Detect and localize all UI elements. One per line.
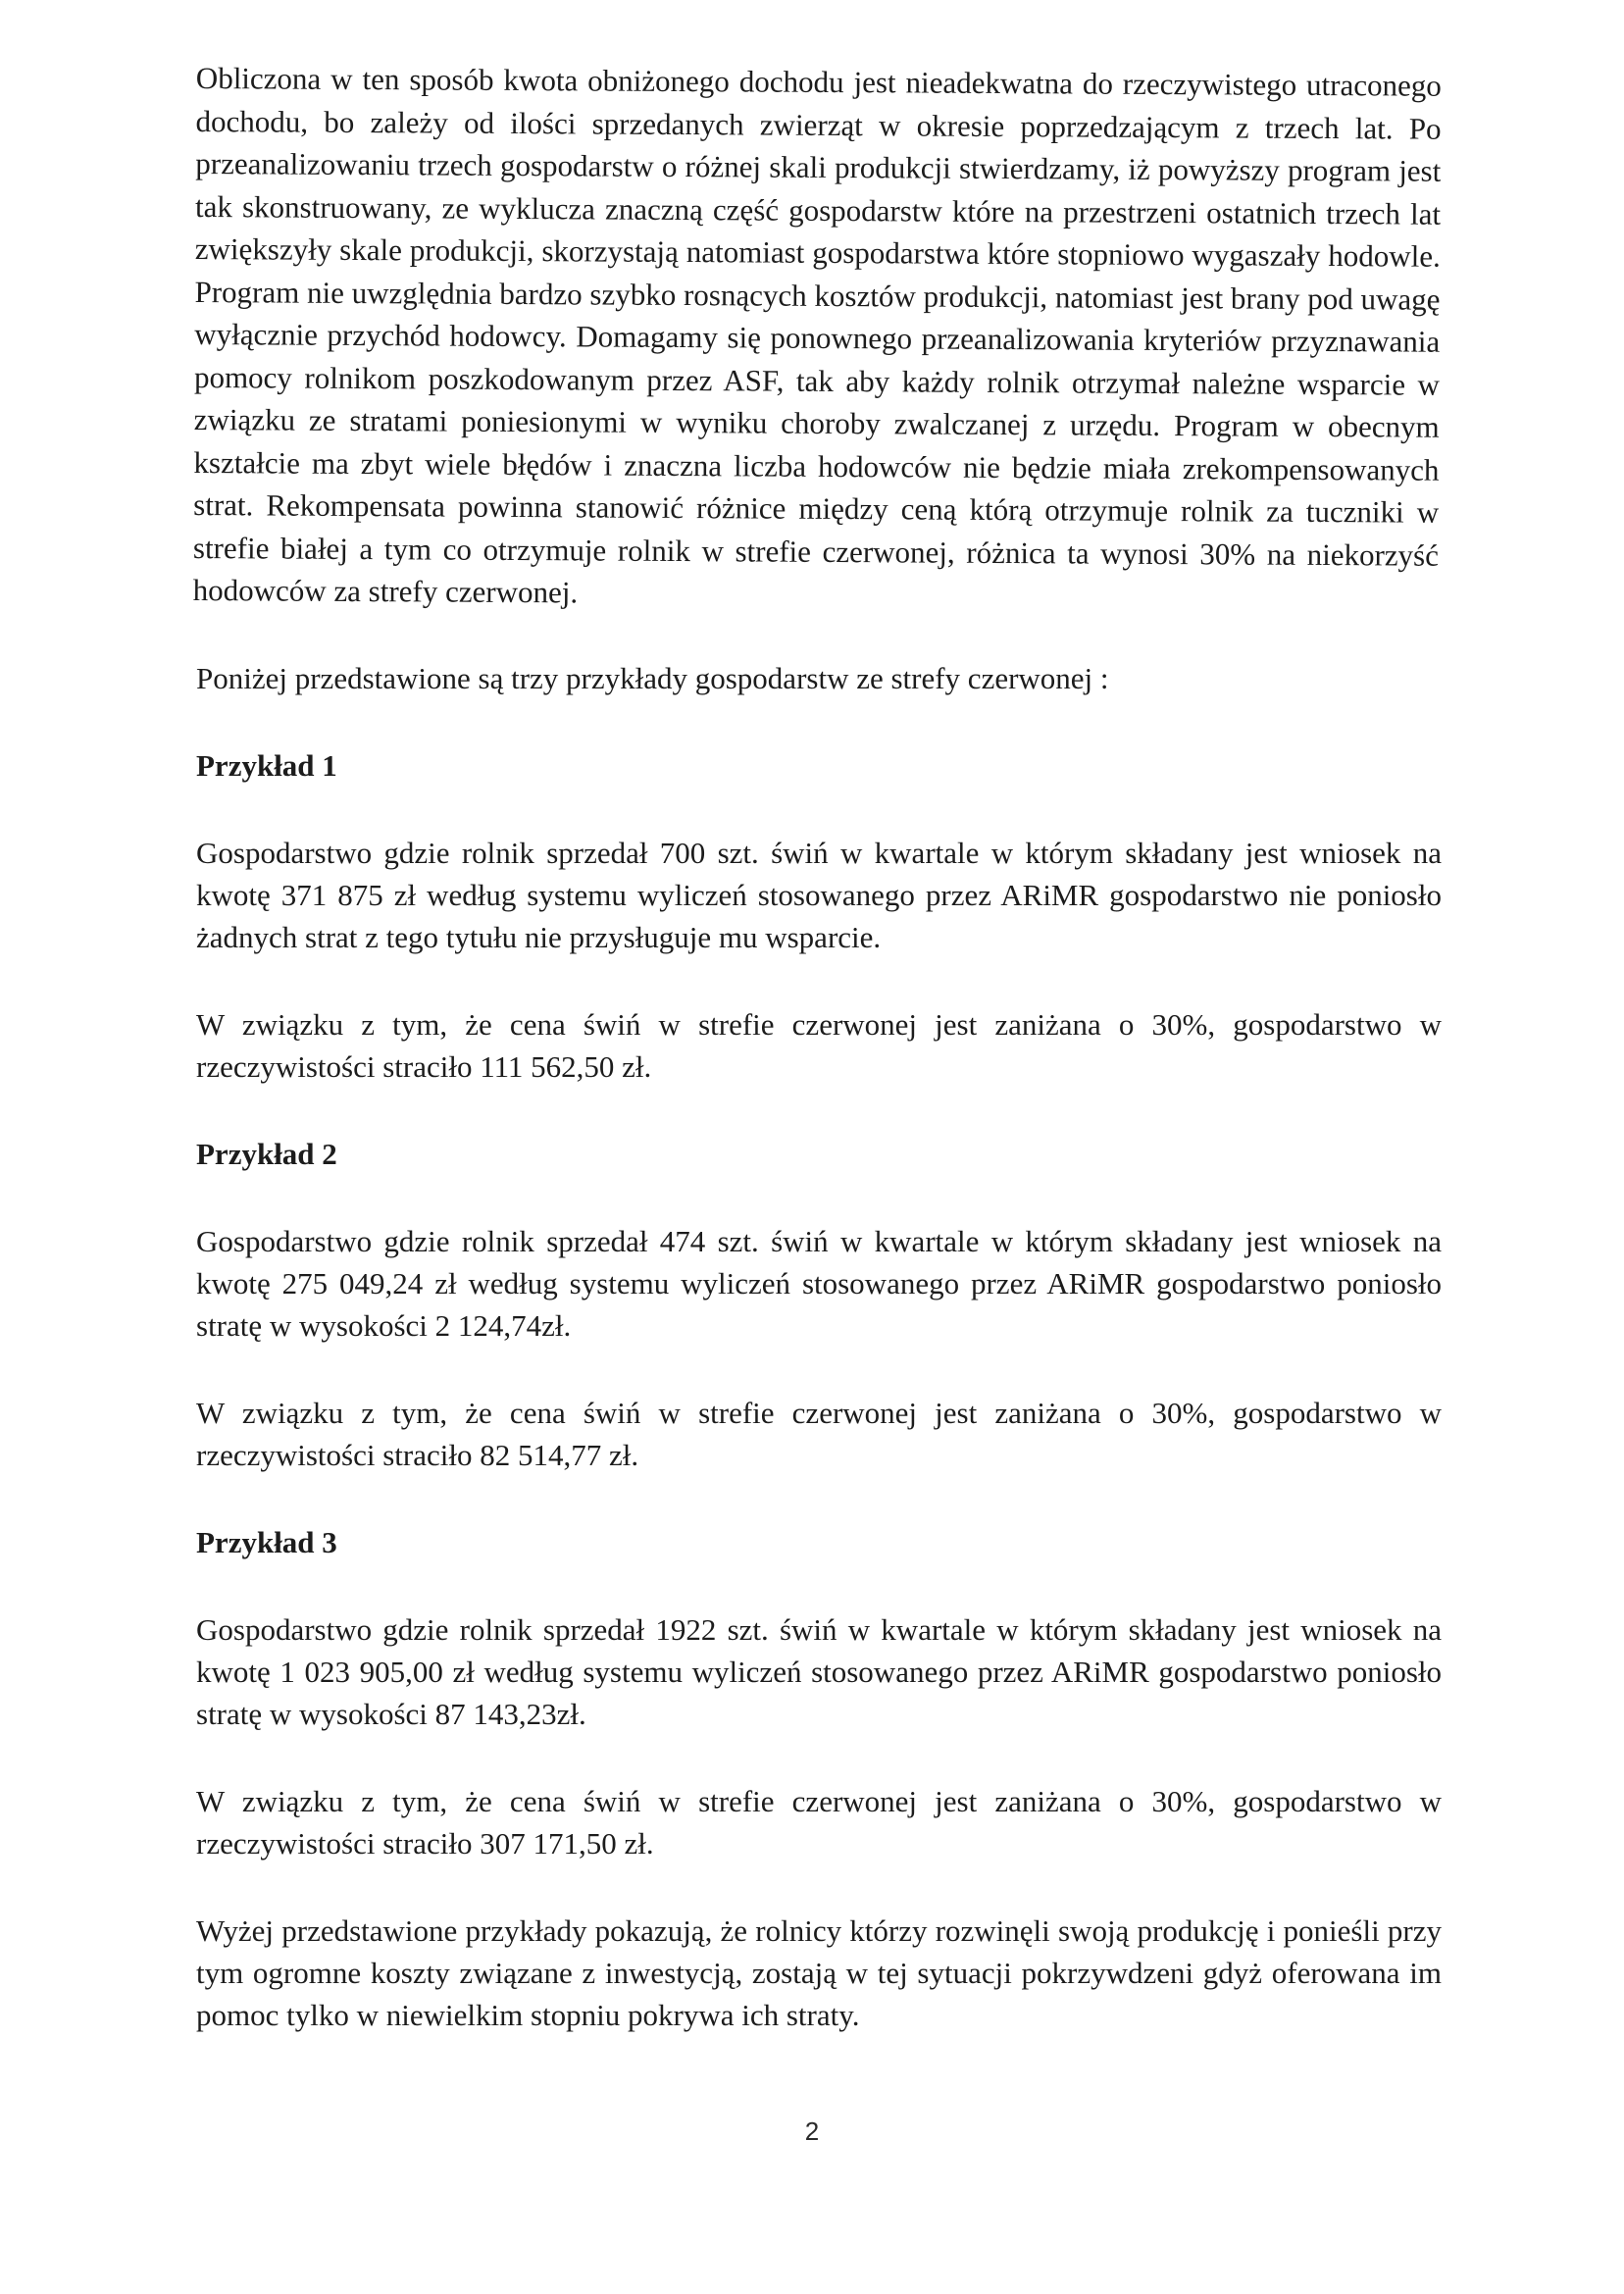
- example-2-heading: Przykład 2: [196, 1136, 337, 1171]
- example-2-paragraph-1: Gospodarstwo gdzie rolnik sprzedał 474 szt. świń w kwartale w którym składany jest wniosek na kwotę 275 049,24 zł według systemu wyliczeń stosowanego przez ARiMR gospodarstwo poniosło stratę w wysokości 2 124,74zł.: [196, 1223, 1442, 1343]
- conclusion-paragraph: Wyżej przedstawione przykłady pokazują, że rolnicy którzy rozwinęli swoją produkcję i ponieśli przy tym ogromne koszty związane z inwestycją, zostają w tej sytuacji pokrzywdzeni gdyż oferowana im pomoc tylko w niewielkim stopniu pokrywa ich straty.: [196, 1912, 1442, 2032]
- example-3-paragraph-1: Gospodarstwo gdzie rolnik sprzedał 1922 szt. świń w kwartale w którym składany jest wniosek na kwotę 1 023 905,00 zł według systemu wyliczeń stosowanego przez ARiMR gospodarstwo poniosło stratę w wysokości 87 143,23zł.: [196, 1611, 1442, 1731]
- example-1-paragraph-1: Gospodarstwo gdzie rolnik sprzedał 700 szt. świń w kwartale w którym składany jest wniosek na kwotę 371 875 zł według systemu wyliczeń stosowanego przez ARiMR gospodarstwo nie poniosło żadnych strat z tego tytułu nie przysługuje mu wsparcie.: [196, 835, 1442, 954]
- example-2-paragraph-2: W związku z tym, że cena świń w strefie czerwonej jest zaniżana o 30%, gospodarstwo w rzeczywistości straciło 82 514,77 zł.: [196, 1395, 1442, 1472]
- intro-paragraph: Obliczona w ten sposób kwota obniżonego dochodu jest nieadekwatna do rzeczywistego utraconego dochodu, bo zależy od ilości sprzedanych zwierząt w okresie poprzedzającym z trzech lat. Po przeanalizowaniu trzech gospodarstw o różnej skali produkcji stwierdzamy, iż powyższy program jest tak skonstruowany, ze wyklucza znaczną część gospodarstw które na przestrzeni ostatnich trzech lat zwiększyły skale produkcji, skorzystają natomiast gospodarstwa które stopniowo wygaszały hodowle. Program nie uwzględnia bardzo szybko rosnących kosztów produkcji, natomiast jest brany pod uwagę wyłącznie przychód hodowcy. Domagamy się ponownego przeanalizowania kryteriów przyznawania pomocy rolnikom poszkodowanym przez ASF, tak aby każdy rolnik otrzymał należne wsparcie w związku ze stratami poniesionymi w wyniku choroby zwalczanej z urzędu. Program w obecnym kształcie ma zbyt wiele błędów i znaczna liczba hodowców nie będzie miała zrekompensowanych strat. Rekompensata powinna stanowić różnice między ceną którą otrzymuje rolnik za tuczniki w strefie białej a tym co otrzymuje rolnik w strefie czerwonej, różnica ta wynosi 30% na niekorzyść hodowców za strefy czerwonej.: [192, 60, 1442, 610]
- example-1-heading: Przykład 1: [196, 747, 337, 783]
- examples-intro-paragraph: Poniżej przedstawione są trzy przykłady gospodarstw ze strefy czerwonej :: [196, 660, 1109, 695]
- document-body: [192, 57, 1442, 2036]
- example-1-paragraph-2: W związku z tym, że cena świń w strefie czerwonej jest zaniżana o 30%, gospodarstwo w rzeczywistości straciło 111 562,50 zł.: [196, 1006, 1442, 1084]
- example-3-heading: Przykład 3: [196, 1524, 337, 1559]
- page-number: 2: [804, 2116, 820, 2146]
- example-3-paragraph-2: W związku z tym, że cena świń w strefie czerwonej jest zaniżana o 30%, gospodarstwo w rzeczywistości straciło 307 171,50 zł.: [196, 1783, 1442, 1861]
